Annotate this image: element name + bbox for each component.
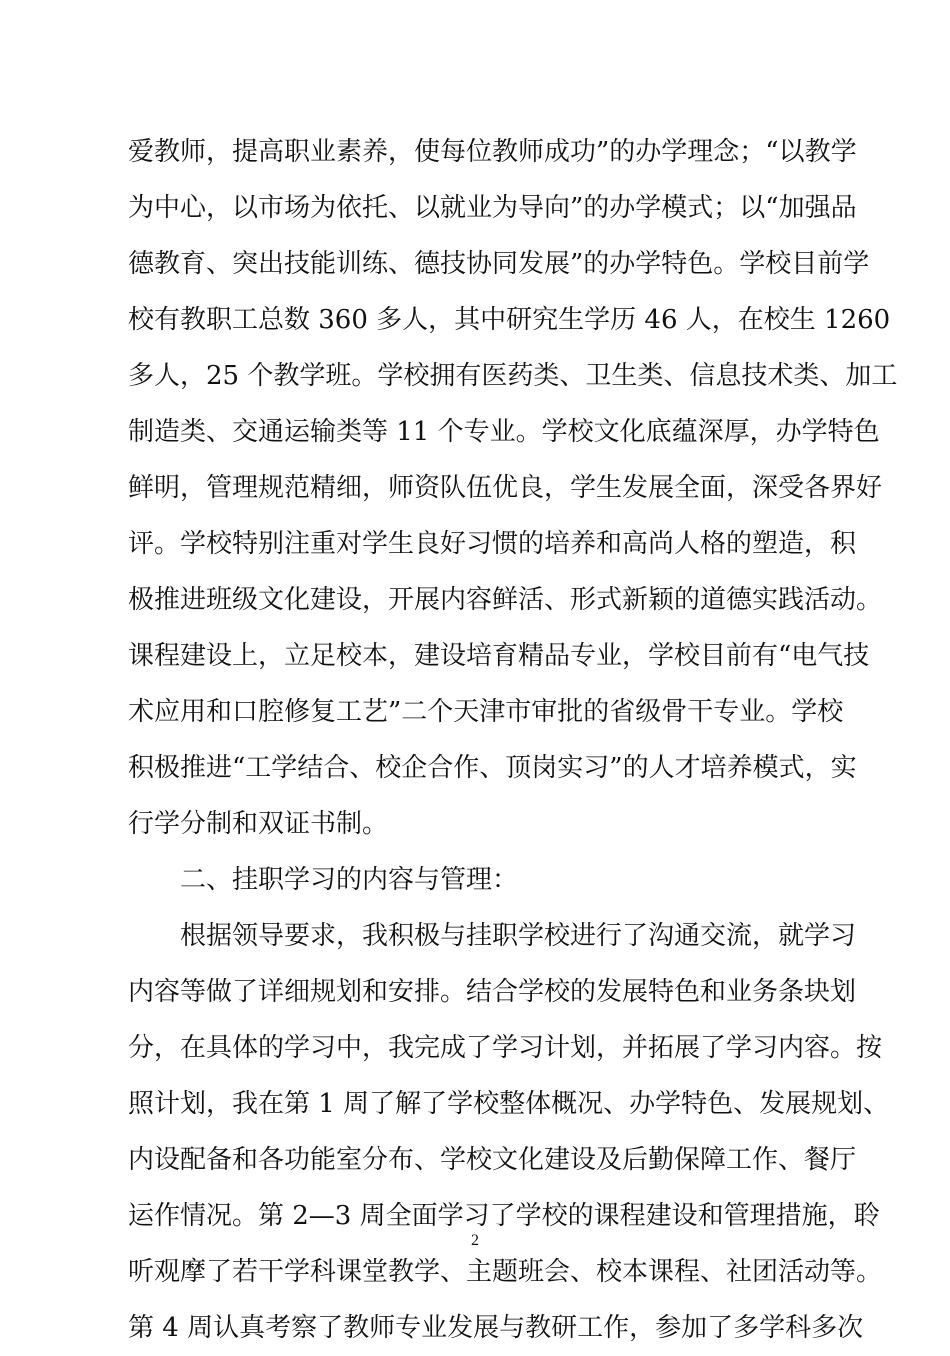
- text-line: 术应用和口腔修复工艺”二个天津市审批的省级骨干专业。学校: [128, 697, 844, 727]
- section-heading: 二、挂职学习的内容与管理：: [180, 865, 519, 895]
- text-line: 校有教职工总数 360 多人，其中研究生学历 46 人，在校生 1260: [128, 305, 891, 335]
- paragraph-study-content: [128, 908, 890, 1356]
- text-line: 内容等做了详细规划和安排。结合学校的发展特色和业务条块划: [128, 977, 857, 1007]
- text-line: 照计划，我在第 1 周了解了学校整体概况、办学特色、发展规划、: [128, 1089, 890, 1119]
- text-line: 积极推进“工学结合、校企合作、顶岗实习”的人才培养模式，实: [128, 753, 857, 783]
- paragraph-school-overview: [128, 124, 898, 852]
- text-line: 根据领导要求，我积极与挂职学校进行了沟通交流，就学习: [180, 921, 857, 951]
- text-line: 多人，25 个教学班。学校拥有医药类、卫生类、信息技术类、加工: [128, 361, 898, 391]
- text-line: 爱教师，提高职业素养，使每位教师成功”的办学理念；“以教学: [128, 137, 857, 167]
- text-line: 极推进班级文化建设，开展内容鲜活、形式新颖的道德实践活动。: [128, 585, 883, 615]
- text-line: 听观摩了若干学科课堂教学、主题班会、校本课程、社团活动等。: [128, 1257, 883, 1287]
- text-line: 鲜明，管理规范精细，师资队伍优良，学生发展全面，深受各界好: [128, 473, 883, 503]
- text-line: 德教育、突出技能训练、德技协同发展”的办学特色。学校目前学: [128, 249, 870, 279]
- text-line: 课程建设上，立足校本，建设培育精品专业，学校目前有“电气技: [128, 641, 870, 671]
- text-line: 运作情况。第 2—3 周全面学习了学校的课程建设和管理措施，聆: [128, 1201, 880, 1231]
- text-line: 第 4 周认真考察了教师专业发展与教研工作，参加了多学科多次: [128, 1313, 864, 1343]
- text-line: 评。学校特别注重对学生良好习惯的培养和高尚人格的塑造，积: [128, 529, 857, 559]
- document-body: [128, 124, 898, 1356]
- text-line: 内设配备和各功能室分布、学校文化建设及后勤保障工作、餐厅: [128, 1145, 857, 1175]
- text-line: 行学分制和双证书制。: [128, 809, 389, 839]
- text-line: 分，在具体的学习中，我完成了学习计划，并拓展了学习内容。按: [128, 1033, 883, 1063]
- text-line: 制造类、交通运输类等 11 个专业。学校文化底蕴深厚，办学特色: [128, 417, 880, 447]
- page-number: 2: [471, 1232, 479, 1249]
- text-line: 为中心，以市场为依托、以就业为导向”的办学模式；以“加强品: [128, 193, 857, 223]
